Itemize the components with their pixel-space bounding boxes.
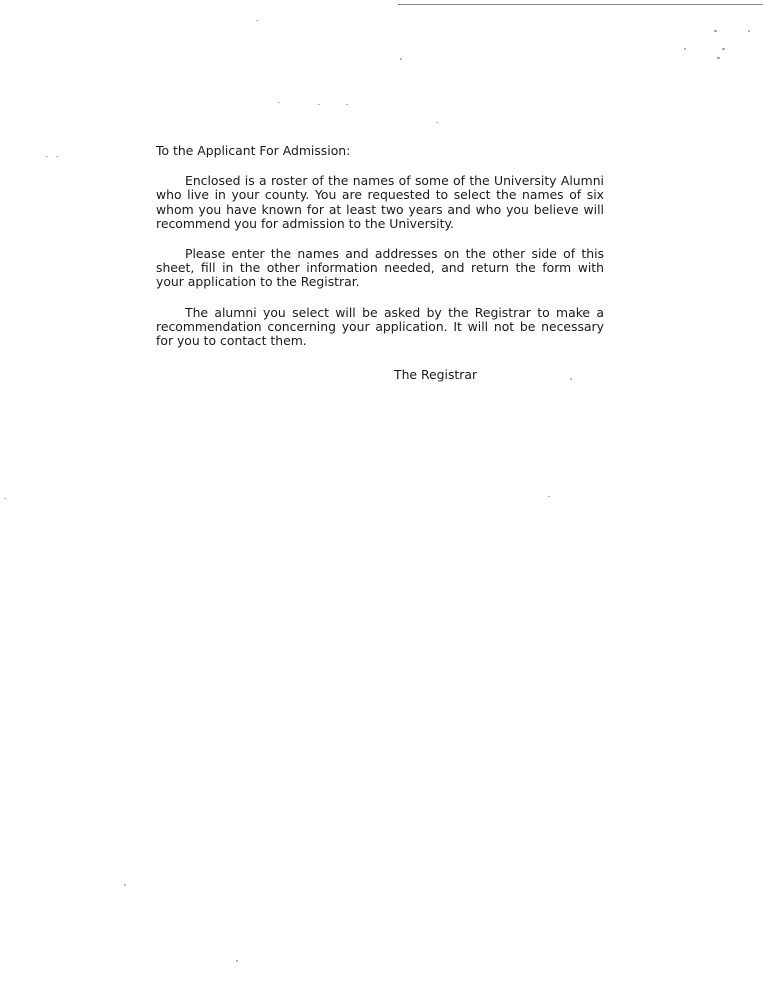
scan-speck: [714, 30, 717, 32]
scan-speck: [346, 104, 348, 105]
scan-speck: [46, 156, 48, 157]
paragraph-recommendation: The alumni you select will be asked by the Registrar to make a recommendation concerning your application. It will not be necessary for you to contact them.: [156, 304, 604, 349]
scan-speck: [400, 58, 402, 60]
scan-speck: [570, 378, 572, 380]
scan-speck: [684, 48, 686, 50]
scan-speck: [722, 48, 725, 50]
scan-speck: [56, 156, 58, 157]
scan-speck: [124, 884, 126, 886]
salutation: To the Applicant For Admission:: [156, 143, 351, 158]
scan-speck: [436, 122, 438, 123]
scan-speck: [548, 496, 550, 497]
letter-body: [156, 144, 604, 364]
scan-speck: [717, 57, 720, 59]
scan-speck: [318, 104, 320, 105]
scan-speck: [4, 498, 6, 499]
scan-speck: [748, 30, 750, 32]
paragraph-roster: Enclosed is a roster of the names of some of the University Alumni who live in your county. You are requested to select the names of six whom you have known for at least two years and who you believe will recommend you for admission to the University.: [156, 173, 604, 231]
paragraph-instructions: Please enter the names and addresses on the other side of this sheet, fill in the other information needed, and return the form with your application to the Registrar.: [156, 246, 604, 290]
scan-speck: [236, 960, 238, 962]
scan-speck: [256, 20, 258, 21]
top-edge-rule: [398, 4, 763, 5]
signature: The Registrar: [394, 367, 478, 382]
scan-speck: [278, 102, 280, 103]
